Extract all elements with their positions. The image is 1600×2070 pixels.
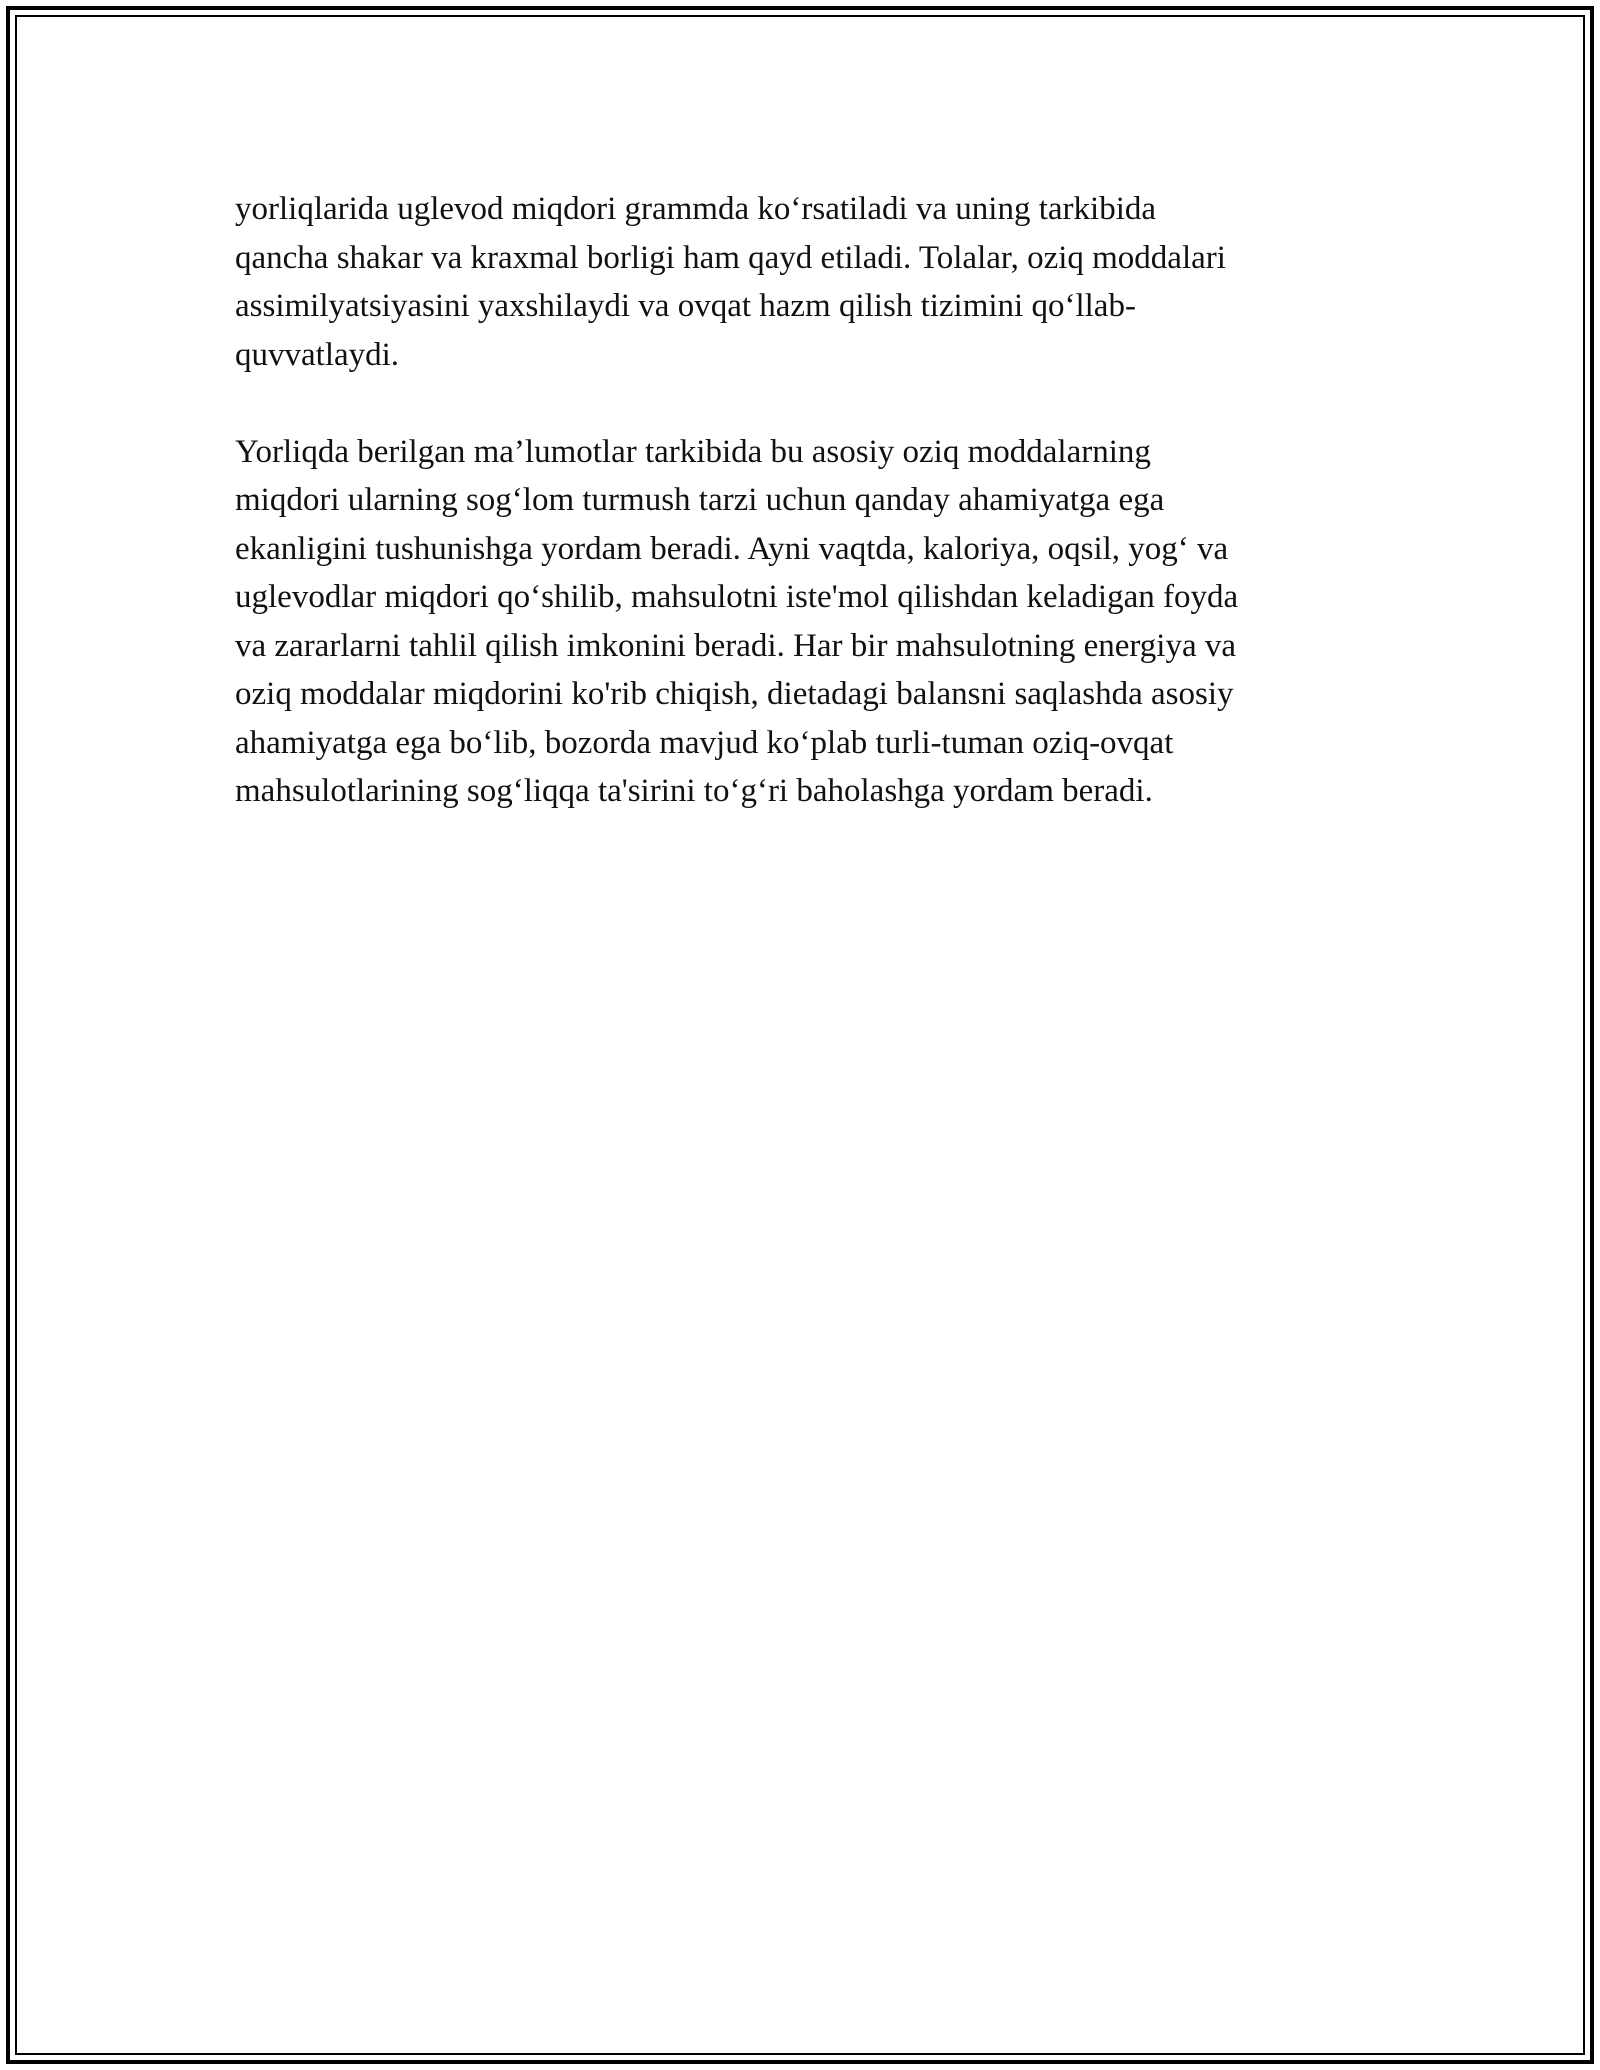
paragraph-1 — [235, 185, 1365, 379]
paragraph-line: miqdori ularning sog‘lom turmush tarzi uchun qanday ahamiyatga ega — [235, 482, 1165, 518]
paragraph-line: Yorliqda berilgan ma’lumotlar tarkibida bu asosiy oziq moddalarning — [235, 433, 1151, 470]
paragraph-line: ekanligini tushunishga yordam beradi. Ayni vaqtda, kaloriya, oqsil, yog‘ va — [235, 530, 1229, 567]
paragraph-line: assimilyatsiyasini yaxshilaydi va ovqat hazm qilish tizimini qo‘llab- — [235, 288, 1136, 324]
paragraph-2 — [235, 428, 1365, 816]
paragraph-line: quvvatlaydi. — [235, 336, 400, 373]
paragraph-line: qancha shakar va kraxmal borligi ham qayd etiladi. Tolalar, oziq moddalari — [235, 239, 1226, 276]
paragraph-line: ahamiyatga ega bo‘lib, bozorda mavjud ko‘plab turli-tuman oziq-ovqat — [235, 724, 1174, 761]
paragraph-line: uglevodlar miqdori qo‘shilib, mahsulotni iste'mol qilishdan keladigan foyda — [235, 579, 1239, 615]
paragraph-line: va zararlarni tahlil qilish imkonini beradi. Har bir mahsulotning energiya va — [235, 627, 1237, 664]
paragraph-line: yorliqlarida uglevod miqdori grammda ko‘rsatiladi va uning tarkibida — [235, 191, 1157, 227]
document-body — [235, 185, 1365, 816]
paragraph-line: oziq moddalar miqdorini ko'rib chiqish, dietadagi balansni saqlashda asosiy — [235, 676, 1234, 712]
paragraph-line: mahsulotlarining sog‘liqqa ta'sirini to‘g‘ri baholashga yordam beradi. — [235, 773, 1153, 809]
